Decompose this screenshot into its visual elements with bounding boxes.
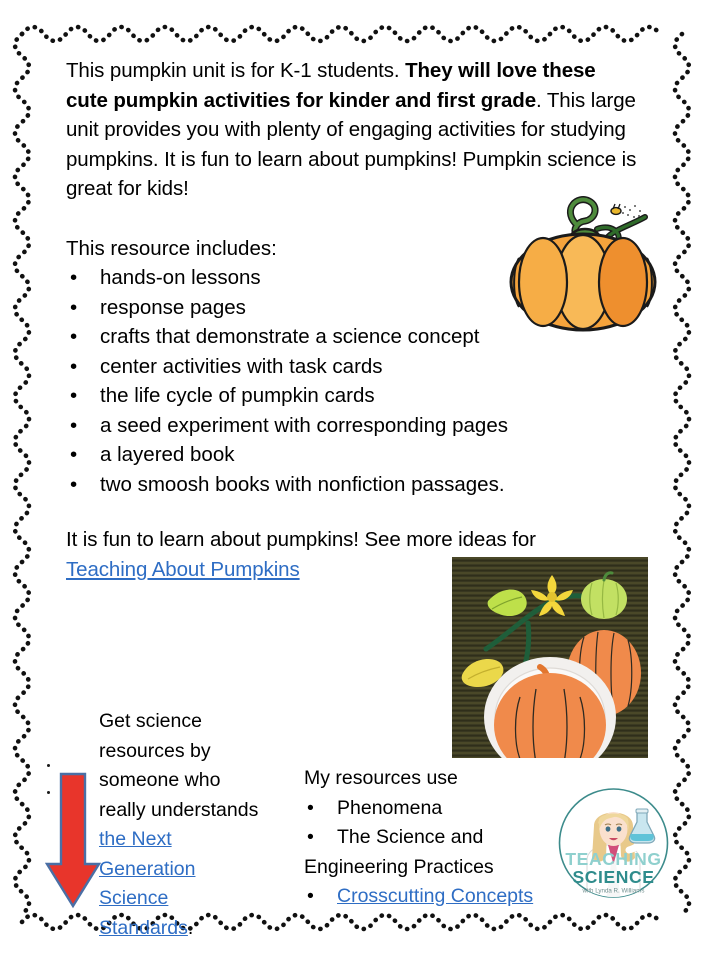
teaching-science-logo — [557, 786, 670, 901]
intro-text-part1: This pumpkin unit is for K-1 students. — [66, 59, 406, 82]
resources-use-block — [304, 764, 554, 912]
closing-text: It is fun to learn about pumpkins! See more ideas for — [66, 528, 536, 551]
resources-use-list — [304, 794, 554, 912]
includes-heading: This resource includes: — [66, 236, 277, 260]
logo-line1: TEACHING — [565, 849, 662, 869]
list-item: • a layered book — [66, 440, 638, 470]
ngss-link[interactable]: the Next Generation Science Standards — [99, 828, 196, 939]
list-item: • The Science and — [304, 823, 554, 853]
resources-use-heading: My resources use — [304, 767, 458, 789]
list-item: • the life cycle of pumpkin cards — [66, 381, 638, 411]
decorative-dot — [47, 791, 50, 794]
list-item: • Phenomena — [304, 794, 554, 824]
ngss-callout-period: . — [187, 916, 194, 939]
intro-paragraph — [66, 56, 638, 204]
logo-tagline: with Lynda R. Williams — [582, 887, 645, 895]
list-item-crosscutting — [304, 882, 554, 912]
spacer — [66, 499, 638, 525]
list-item-continuation: Engineering Practices — [304, 855, 494, 878]
crosscutting-concepts-link[interactable]: Crosscutting Concepts — [337, 885, 534, 907]
ngss-callout-text — [99, 707, 264, 943]
list-item: • two smoosh books with nonfiction passages. — [66, 470, 638, 500]
teaching-about-pumpkins-link[interactable]: Teaching About Pumpkins — [66, 557, 300, 581]
list-item: • hands-on lessons — [66, 263, 638, 293]
intro-text-bold: They will love these cute pumpkin activities for kinder and first grade — [66, 59, 596, 112]
pumpkin-life-cycle-craft-photo — [452, 557, 648, 758]
pumpkin-clipart — [497, 183, 677, 333]
list-item: • center activities with task cards — [66, 352, 638, 382]
list-item: • a seed experiment with corresponding pages — [66, 411, 638, 441]
list-item: • response pages — [66, 293, 638, 323]
intro-text-part2: . This large unit provides you with plenty of engaging activities for studying pumpkins. It is fun to learn about pumpkins! Pumpkin science is great for kids! — [66, 88, 637, 200]
red-down-arrow-icon — [45, 772, 101, 909]
logo-line2: SCIENCE — [572, 867, 655, 887]
ngss-callout-lead: Get science resources by someone who really understands — [99, 710, 259, 821]
decorative-dot — [47, 764, 50, 767]
list-item: • crafts that demonstrate a science concept — [66, 322, 638, 352]
